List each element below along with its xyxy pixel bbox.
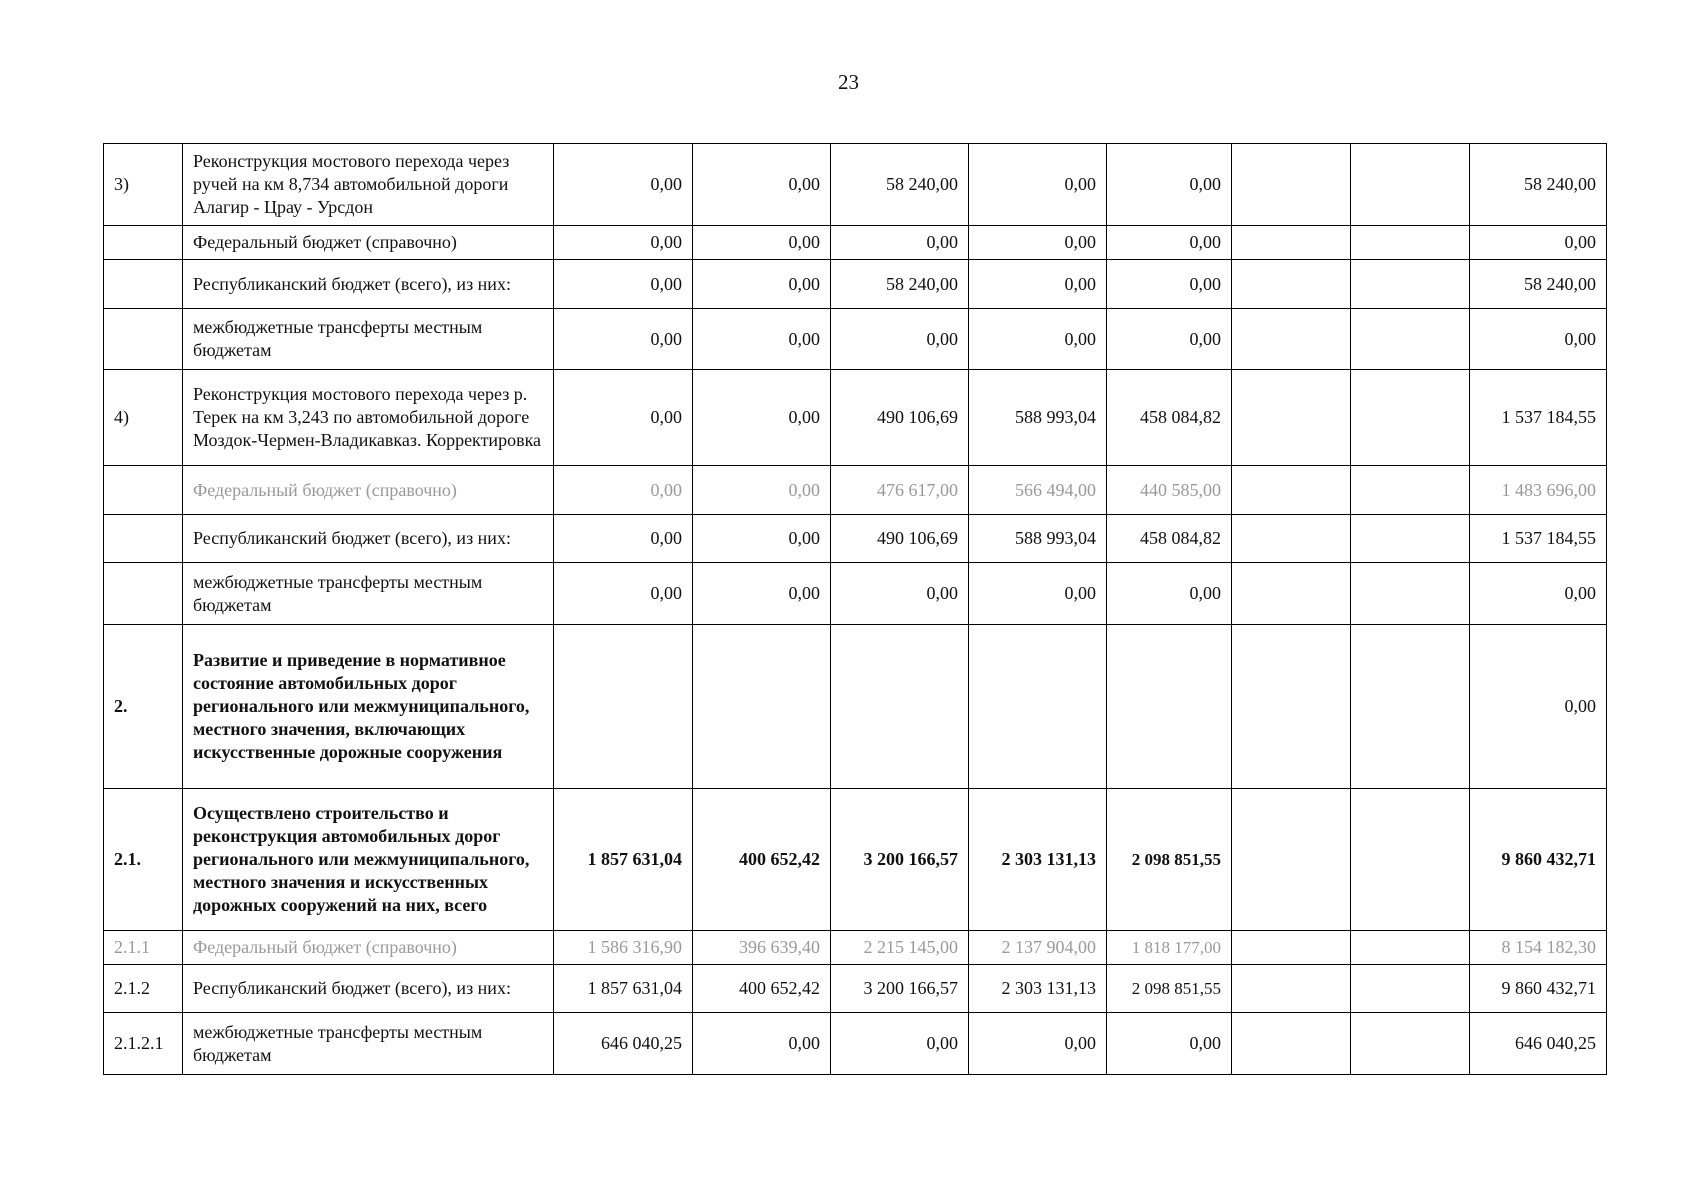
value-cell: 0,00 bbox=[1107, 1013, 1232, 1075]
value-cell: 0,00 bbox=[693, 466, 831, 515]
value-cell: 2 098 851,55 bbox=[1107, 789, 1232, 931]
value-cell: 58 240,00 bbox=[831, 144, 969, 226]
row-number: 4) bbox=[104, 370, 183, 466]
row-number bbox=[104, 466, 183, 515]
value-cell: 0,00 bbox=[969, 309, 1107, 370]
table-row bbox=[104, 1013, 1607, 1075]
value-cell bbox=[831, 625, 969, 789]
table-row bbox=[104, 515, 1607, 563]
row-number: 2.1.1 bbox=[104, 931, 183, 965]
value-cell: 440 585,00 bbox=[1107, 466, 1232, 515]
value-cell: 0,00 bbox=[969, 260, 1107, 309]
value-cell: 476 617,00 bbox=[831, 466, 969, 515]
row-number: 2.1. bbox=[104, 789, 183, 931]
value-cell bbox=[554, 625, 693, 789]
value-cell bbox=[1232, 563, 1351, 625]
row-name: межбюджетные трансферты местным бюджетам bbox=[183, 309, 554, 370]
row-name: межбюджетные трансферты местным бюджетам bbox=[183, 1013, 554, 1075]
row-number: 2. bbox=[104, 625, 183, 789]
value-cell: 0,00 bbox=[554, 370, 693, 466]
value-cell: 0,00 bbox=[969, 144, 1107, 226]
table-row bbox=[104, 466, 1607, 515]
value-cell: 458 084,82 bbox=[1107, 370, 1232, 466]
value-cell bbox=[1232, 625, 1351, 789]
row-name: Реконструкция мостового перехода через р. Терек на км 3,243 по автомобильной дороге Моздок-Чермен-Владикавказ. Корректировка bbox=[183, 370, 554, 466]
value-cell: 396 639,40 bbox=[693, 931, 831, 965]
value-cell: 0,00 bbox=[554, 309, 693, 370]
row-number bbox=[104, 309, 183, 370]
value-cell bbox=[1232, 965, 1351, 1013]
table-row bbox=[104, 625, 1607, 789]
value-cell bbox=[1351, 789, 1470, 931]
value-cell bbox=[1232, 260, 1351, 309]
value-cell: 0,00 bbox=[1107, 144, 1232, 226]
value-cell: 0,00 bbox=[554, 260, 693, 309]
value-cell: 0,00 bbox=[554, 515, 693, 563]
value-cell bbox=[1351, 226, 1470, 260]
row-name: Федеральный бюджет (справочно) bbox=[183, 466, 554, 515]
row-name: Осуществлено строительство и реконструкция автомобильных дорог регионального или межмуниципального, местного значения и искусственных дорожных сооружений на них, всего bbox=[183, 789, 554, 931]
value-cell: 0,00 bbox=[693, 370, 831, 466]
value-cell bbox=[1351, 931, 1470, 965]
row-number: 2.1.2 bbox=[104, 965, 183, 1013]
value-cell: 1 857 631,04 bbox=[554, 965, 693, 1013]
value-cell: 2 303 131,13 bbox=[969, 789, 1107, 931]
value-cell: 0,00 bbox=[831, 226, 969, 260]
row-name: межбюджетные трансферты местным бюджетам bbox=[183, 563, 554, 625]
value-cell: 2 137 904,00 bbox=[969, 931, 1107, 965]
row-number bbox=[104, 226, 183, 260]
value-cell bbox=[1232, 309, 1351, 370]
value-cell: 3 200 166,57 bbox=[831, 789, 969, 931]
value-cell bbox=[1232, 789, 1351, 931]
row-name: Реконструкция мостового перехода через ручей на км 8,734 автомобильной дороги Алагир - Црау - Урсдон bbox=[183, 144, 554, 226]
value-cell: 0,00 bbox=[969, 1013, 1107, 1075]
row-name: Республиканский бюджет (всего), из них: bbox=[183, 965, 554, 1013]
budget-table bbox=[103, 143, 1607, 1075]
row-number: 3) bbox=[104, 144, 183, 226]
value-cell: 490 106,69 bbox=[831, 515, 969, 563]
value-cell: 0,00 bbox=[831, 309, 969, 370]
total-cell: 0,00 bbox=[1470, 625, 1607, 789]
value-cell: 0,00 bbox=[554, 563, 693, 625]
value-cell: 0,00 bbox=[693, 226, 831, 260]
value-cell bbox=[1351, 466, 1470, 515]
row-name: Федеральный бюджет (справочно) bbox=[183, 226, 554, 260]
value-cell bbox=[1351, 144, 1470, 226]
value-cell bbox=[1107, 625, 1232, 789]
total-cell: 1 537 184,55 bbox=[1470, 515, 1607, 563]
value-cell: 0,00 bbox=[831, 563, 969, 625]
row-number bbox=[104, 260, 183, 309]
value-cell bbox=[1351, 260, 1470, 309]
value-cell: 0,00 bbox=[1107, 309, 1232, 370]
value-cell: 400 652,42 bbox=[693, 965, 831, 1013]
total-cell: 646 040,25 bbox=[1470, 1013, 1607, 1075]
value-cell: 58 240,00 bbox=[831, 260, 969, 309]
page-number: 23 bbox=[838, 70, 859, 94]
value-cell bbox=[1351, 515, 1470, 563]
value-cell: 0,00 bbox=[554, 144, 693, 226]
value-cell bbox=[1351, 1013, 1470, 1075]
value-cell: 0,00 bbox=[554, 466, 693, 515]
value-cell bbox=[1351, 563, 1470, 625]
value-cell bbox=[1232, 226, 1351, 260]
total-cell: 9 860 432,71 bbox=[1470, 789, 1607, 931]
value-cell: 400 652,42 bbox=[693, 789, 831, 931]
value-cell bbox=[1351, 965, 1470, 1013]
row-name: Развитие и приведение в нормативное состояние автомобильных дорог регионального или межмуниципального, местного значения, включающих искусственные дорожные сооружения bbox=[183, 625, 554, 789]
value-cell: 0,00 bbox=[1107, 226, 1232, 260]
value-cell: 0,00 bbox=[969, 563, 1107, 625]
value-cell: 0,00 bbox=[1107, 563, 1232, 625]
value-cell: 1 857 631,04 bbox=[554, 789, 693, 931]
table-row bbox=[104, 789, 1607, 931]
value-cell: 458 084,82 bbox=[1107, 515, 1232, 563]
total-cell: 0,00 bbox=[1470, 309, 1607, 370]
value-cell bbox=[1351, 625, 1470, 789]
table-row bbox=[104, 965, 1607, 1013]
value-cell bbox=[1232, 515, 1351, 563]
value-cell bbox=[693, 625, 831, 789]
value-cell bbox=[1351, 370, 1470, 466]
table-row bbox=[104, 309, 1607, 370]
value-cell bbox=[969, 625, 1107, 789]
value-cell bbox=[1232, 144, 1351, 226]
value-cell bbox=[1232, 931, 1351, 965]
value-cell: 646 040,25 bbox=[554, 1013, 693, 1075]
value-cell: 588 993,04 bbox=[969, 370, 1107, 466]
table-row bbox=[104, 144, 1607, 226]
value-cell: 490 106,69 bbox=[831, 370, 969, 466]
value-cell bbox=[1232, 370, 1351, 466]
table-row bbox=[104, 563, 1607, 625]
value-cell: 0,00 bbox=[831, 1013, 969, 1075]
total-cell: 58 240,00 bbox=[1470, 260, 1607, 309]
row-name: Республиканский бюджет (всего), из них: bbox=[183, 260, 554, 309]
row-number bbox=[104, 563, 183, 625]
value-cell: 0,00 bbox=[969, 226, 1107, 260]
value-cell: 0,00 bbox=[693, 260, 831, 309]
total-cell: 58 240,00 bbox=[1470, 144, 1607, 226]
total-cell: 1 537 184,55 bbox=[1470, 370, 1607, 466]
value-cell bbox=[1232, 1013, 1351, 1075]
value-cell: 1 586 316,90 bbox=[554, 931, 693, 965]
value-cell: 0,00 bbox=[693, 144, 831, 226]
total-cell: 0,00 bbox=[1470, 563, 1607, 625]
table-row bbox=[104, 370, 1607, 466]
value-cell: 2 303 131,13 bbox=[969, 965, 1107, 1013]
value-cell: 0,00 bbox=[693, 309, 831, 370]
total-cell: 1 483 696,00 bbox=[1470, 466, 1607, 515]
value-cell: 588 993,04 bbox=[969, 515, 1107, 563]
row-name: Федеральный бюджет (справочно) bbox=[183, 931, 554, 965]
table-row bbox=[104, 260, 1607, 309]
value-cell: 0,00 bbox=[693, 515, 831, 563]
row-number: 2.1.2.1 bbox=[104, 1013, 183, 1075]
total-cell: 9 860 432,71 bbox=[1470, 965, 1607, 1013]
table-row bbox=[104, 226, 1607, 260]
value-cell: 0,00 bbox=[693, 563, 831, 625]
value-cell: 0,00 bbox=[554, 226, 693, 260]
row-number bbox=[104, 515, 183, 563]
value-cell: 2 098 851,55 bbox=[1107, 965, 1232, 1013]
value-cell bbox=[1351, 309, 1470, 370]
value-cell bbox=[1232, 466, 1351, 515]
total-cell: 0,00 bbox=[1470, 226, 1607, 260]
value-cell: 0,00 bbox=[1107, 260, 1232, 309]
value-cell: 1 818 177,00 bbox=[1107, 931, 1232, 965]
value-cell: 3 200 166,57 bbox=[831, 965, 969, 1013]
value-cell: 0,00 bbox=[693, 1013, 831, 1075]
table-row bbox=[104, 931, 1607, 965]
value-cell: 2 215 145,00 bbox=[831, 931, 969, 965]
row-name: Республиканский бюджет (всего), из них: bbox=[183, 515, 554, 563]
total-cell: 8 154 182,30 bbox=[1470, 931, 1607, 965]
value-cell: 566 494,00 bbox=[969, 466, 1107, 515]
